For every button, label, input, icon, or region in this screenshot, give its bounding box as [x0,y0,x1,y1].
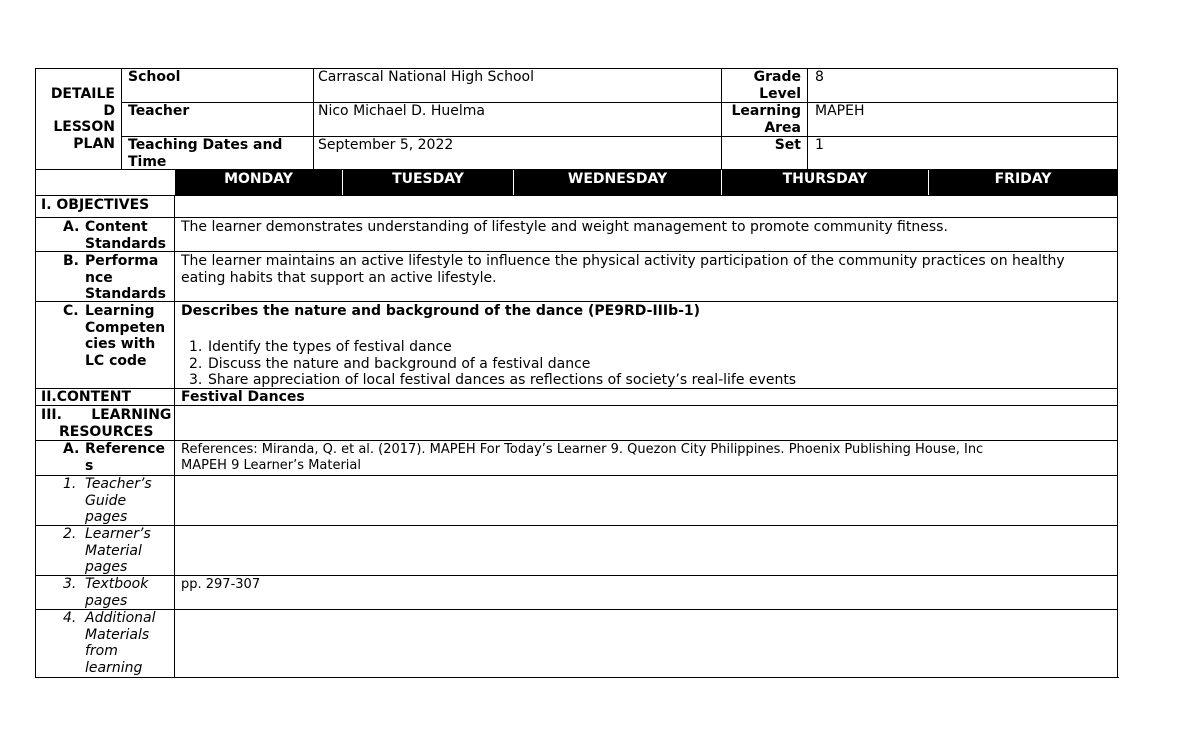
day-tuesday: TUESDAY [392,171,464,187]
label-line: Learner’s [85,526,151,542]
title-line: LESSON [53,119,115,135]
teacher-label: Teacher [128,103,190,119]
list-item-text: Identify the types of festival dance [208,339,452,355]
title-line: PLAN [73,135,115,152]
textbook-label [85,576,148,609]
content-standards-label [85,219,166,252]
day-monday: MONDAY [224,171,293,187]
text-line: The learner maintains an active lifestyle to influence the physical activity participation of the community practices on healthy [181,253,1065,269]
learning-area-label [722,103,801,136]
label-line: pages [85,559,128,575]
label-line: Textbook [85,576,149,592]
label-line: Teaching Dates and [128,137,283,153]
label-line: Competen [85,319,166,336]
performance-standards-label [85,253,166,303]
label-line: III. LEARNING [41,407,172,423]
label-line: Standards [85,235,166,252]
label-line: cies with [85,336,156,352]
label-line: Reference [85,441,166,457]
list-item-text: Discuss the nature and background of a festival dance [208,355,591,372]
row-divider [35,609,1118,610]
set-value: 1 [815,137,824,153]
label-line: nce [85,269,113,286]
label-line: Level [759,85,801,102]
list-item: 1. Identify the types of festival dance [189,339,452,355]
day-friday: FRIDAY [994,171,1052,187]
label-line: Teacher’s [85,476,152,492]
competencies-list [181,339,1111,389]
label-line: Time [128,153,167,170]
performance-standards-letter: B. [63,253,79,269]
row-divider [35,475,1118,476]
learners-material-label [85,526,151,576]
teaching-dates-value: September 5, 2022 [318,137,454,153]
content-label: II.CONTENT [41,389,132,405]
list-item-text: Share appreciation of local festival dances as reflections of society’s real-life events [208,372,797,388]
references-letter: A. [63,441,80,457]
teachers-guide-label [85,476,152,526]
label-line: s [85,457,94,474]
label-line: Material [85,542,142,559]
label-line: Additional [85,610,156,626]
set-label: Set [774,137,801,153]
content-value: Festival Dances [181,389,305,405]
textbook-num: 3. [63,576,77,592]
objectives-heading: I. OBJECTIVES [41,197,150,213]
grade-level-value: 8 [815,69,824,85]
text-line: MAPEH 9 Learner’s Material [181,458,362,473]
list-item: 2. Discuss the nature and background of a festival dance [189,355,591,372]
learners-material-num: 2. [63,526,77,542]
label-line: Learning [731,103,801,119]
label-line: pages [85,509,128,525]
row-divider [121,102,1118,103]
label-line: Performa [85,253,159,269]
school-value: Carrascal National High School [318,69,535,85]
label-line: Grade [753,69,801,85]
teachers-guide-num: 1. [63,476,77,492]
label-line: RESOURCES [59,423,154,440]
competencies-letter: C. [63,303,79,319]
table-border-top [35,68,1118,69]
row-divider [35,440,1118,441]
day-wednesday: WEDNESDAY [567,171,668,187]
label-line: LC code [85,352,147,369]
label-line: Content [85,219,148,235]
row-divider [35,301,1118,302]
learning-resources-label [41,407,174,440]
text-line: References: Miranda, Q. et al. (2017). MAPEH For Today’s Learner 9. Quezon City Philippines. Phoenix Publishing House, Inc [181,442,984,457]
row-divider [35,217,1118,218]
table-border-left [35,68,36,678]
references-label [85,441,165,474]
label-line: Guide [85,492,127,509]
title-line: D [103,102,115,119]
col-divider [807,68,808,170]
content-standards-text: The learner demonstrates understanding of lifestyle and weight management to promote community fitness. [181,219,948,235]
label-line: Area [764,119,801,136]
row-divider [35,525,1118,526]
col-divider [121,68,122,170]
label-line: Standards [85,286,166,302]
school-label: School [128,69,181,85]
content-standards-letter: A. [63,219,80,235]
lesson-plan-title [36,86,121,152]
row-divider [35,195,1118,196]
teaching-dates-label [128,137,282,170]
row-divider [35,251,1118,252]
title-line: DETAILE [50,86,115,102]
table-border-bottom [35,677,1119,678]
additional-materials-num: 4. [63,610,77,626]
label-line: Materials [85,626,150,643]
competencies-label [85,303,165,369]
label-line: from [85,643,118,659]
col-divider [313,68,314,170]
grade-level-label [722,69,801,102]
table-border-right [1117,68,1118,678]
teacher-value: Nico Michael D. Huelma [318,103,485,119]
label-line: Learning [85,303,155,319]
label-line: pages [85,592,128,609]
text-line: eating habits that support an active lifestyle. [181,269,497,286]
references-text [181,442,983,474]
learning-area-value: MAPEH [815,103,865,119]
row-divider [35,575,1118,576]
performance-standards-text [181,253,1065,286]
label-line: learning [85,659,143,676]
additional-materials-label [85,610,156,676]
textbook-value: pp. 297-307 [181,577,261,592]
list-item: 3. Share appreciation of local festival dances as reflections of society’s real-life events [189,372,797,388]
col-divider [174,195,175,678]
competencies-heading: Describes the nature and background of the dance (PE9RD-IIIb-1) [181,303,701,319]
day-thursday: THURSDAY [782,171,868,187]
